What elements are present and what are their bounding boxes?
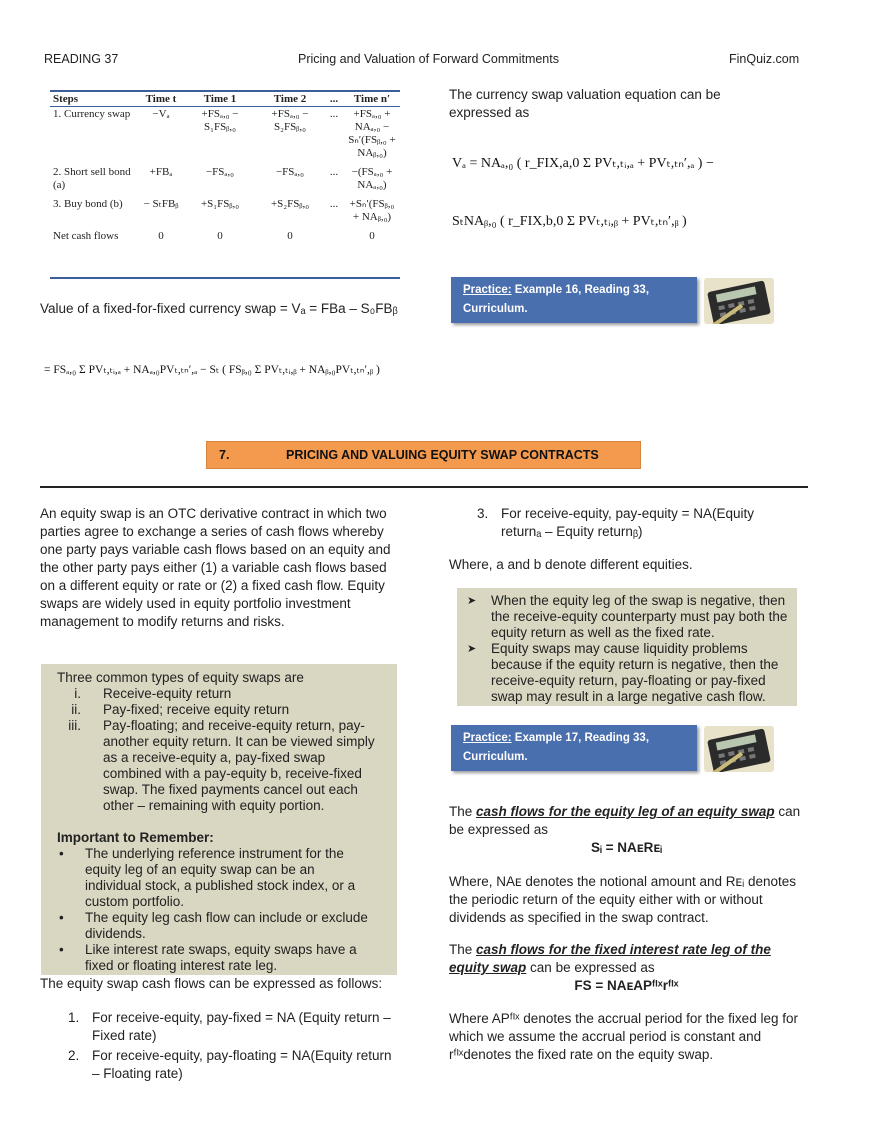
- equity-leg-pre: The: [449, 804, 473, 819]
- equity-leg-formula: Sᵢ = NAᴇRᴇᵢ: [591, 840, 662, 855]
- list-item: [41, 702, 391, 718]
- list-text: Pay-fixed; receive equity return: [103, 702, 290, 717]
- table-cell: 0: [287, 229, 293, 242]
- table-cell: −FSₐ,₀: [205, 165, 235, 178]
- table-cell: +Sₙ′(FSᵦ,₀ + NAᵦ,₀): [349, 197, 395, 223]
- site-name: FinQuiz.com: [729, 52, 800, 66]
- practice-label: Practice:: [463, 732, 512, 744]
- th-time-n: Time n′: [353, 93, 391, 105]
- arrow-bullet-icon: ➤: [467, 595, 477, 607]
- list-text: For receive-equity, pay-equity = NA(Equity returnₐ – Equity returnᵦ): [501, 506, 754, 539]
- list-text: Equity swaps may cause liquidity problems because if the equity return is negative, then the receive-equity return, pay-floating or pay-fixed swap may result in a large negative cash flow.: [491, 641, 779, 704]
- list-number: 3.: [477, 506, 489, 521]
- fixed-leg-formula: FS = NAᴇAPᶠᴵˣrᶠᴵˣ: [574, 978, 679, 993]
- list-number: 1.: [68, 1010, 80, 1025]
- fixed-where-text: Where APᶠᴵˣ denotes the accrual period for the fixed leg for which we assume the accrual period is constant and rᶠᴵˣdenotes the fixed rate on the equity swap.: [449, 1011, 798, 1062]
- practice-text-2: Curriculum.: [463, 303, 528, 315]
- equity-leg-text: [449, 803, 804, 839]
- list-text: Like interest rate swaps, equity swaps have a fixed or floating interest rate leg.: [85, 942, 357, 973]
- practice-text: Example 17, Reading 33,: [514, 732, 650, 744]
- steps-table: [50, 92, 400, 244]
- practice-text-2: Curriculum.: [463, 751, 528, 763]
- practice-box-2: [451, 725, 697, 771]
- table-cell: 0: [158, 229, 164, 242]
- table-cell: Net cash flows: [53, 229, 119, 242]
- table-cell: +FSₐ,₀ + NAₐ,₀ − Sₙ′(FSᵦ,₀ + NAᵦ,₀): [348, 108, 396, 159]
- where-ab-text: Where, a and b denote different equities.: [449, 557, 693, 572]
- practice-text: Example 16, Reading 33,: [514, 284, 650, 296]
- calculator-icon: [704, 726, 774, 772]
- calculator-icon: [704, 278, 774, 324]
- bullet-icon: •: [59, 846, 64, 861]
- table-cell: 0: [369, 229, 375, 242]
- equity-leg-post: can be expressed as: [449, 804, 801, 837]
- table-cell: +FSₐ,₀ − S₁FSᵦ,₀: [201, 108, 239, 133]
- section-banner: [206, 441, 641, 469]
- th-steps: Steps: [53, 93, 79, 105]
- list-text: When the equity leg of the swap is negative, then the receive-equity counterparty must pay both the equity return as well as the fixed rate.: [491, 593, 788, 640]
- equity-where-text: Where, NAᴇ denotes the notional amount and Rᴇᵢ denotes the periodic return of the equity either with or without dividends as specified in the swap contract.: [449, 874, 797, 925]
- list-item: [40, 1009, 400, 1045]
- reading-label: READING 37: [44, 52, 119, 66]
- list-text: For receive-equity, pay-floating = NA(Equity return – Floating rate): [92, 1048, 392, 1081]
- list-item: [40, 1047, 400, 1083]
- currency-equation-line1: Vₐ = NAₐ,₀ ( r_FIX,a,0 Σ PVₜ,ₜᵢ,ₐ + PVₜ,ₜₙ′,ₐ ) −: [452, 156, 714, 171]
- table-cell: +FBₐ: [149, 165, 173, 178]
- practice-box-1: [451, 277, 697, 323]
- table-cell: −Vₐ: [152, 108, 170, 120]
- table-row: [50, 165, 400, 197]
- table-row: [50, 107, 400, 165]
- currency-equation-line2: SₜNAᵦ,₀ ( r_FIX,b,0 Σ PVₜ,ₜᵢ,ᵦ + PVₜ,ₜₙ′,ᵦ ): [452, 214, 687, 229]
- list-number: 2.: [68, 1048, 80, 1063]
- th-dots: ...: [329, 93, 339, 105]
- types-intro: Three common types of equity swaps are: [57, 670, 304, 685]
- value-equation: = FSₐ,₀ Σ PVₜ,ₜᵢ,ₐ + NAₐ,₀PVₜ,ₜₙ′,ₐ − Sₜ ( FSᵦ,₀ Σ PVₜ,ₜᵢ,ᵦ + NAᵦ,₀PVₜ,ₜₙ′,ᵦ ): [44, 364, 380, 376]
- list-item: [457, 641, 791, 705]
- list-item: [41, 846, 371, 910]
- table-cell: −(FSₐ,₀ + NAₐ,₀): [351, 165, 393, 191]
- bullet-icon: •: [59, 942, 64, 957]
- th-time-1: Time 1: [203, 93, 237, 105]
- currency-text: The currency swap valuation equation can be expressed as: [449, 87, 721, 120]
- important-heading: Important to Remember:: [57, 830, 214, 845]
- steps-table-container: [50, 90, 400, 279]
- list-item: [457, 593, 791, 641]
- list-number: ii.: [71, 702, 81, 717]
- table-cell: 1. Currency swap: [53, 108, 131, 120]
- list-item: [449, 505, 779, 541]
- table-cell: [324, 229, 344, 244]
- table-cell: +S₁FSᵦ,₀: [200, 197, 240, 210]
- fixed-leg-pre: The: [449, 942, 473, 957]
- table-cell: +FSₐ,₀ − S₂FSᵦ,₀: [271, 108, 309, 133]
- list-number: i.: [74, 686, 81, 701]
- value-text: Value of a fixed-for-fixed currency swap = Vₐ = FBa – S₀FBᵦ: [40, 301, 398, 316]
- equity-leg-bold: cash flows for the equity leg of an equity swap: [476, 804, 775, 819]
- list-item: [41, 686, 391, 702]
- list-item: [41, 718, 391, 814]
- cashflows-intro: The equity swap cash flows can be expressed as follows:: [40, 976, 383, 991]
- section-divider: [40, 486, 808, 488]
- th-time-2: Time 2: [273, 93, 307, 105]
- list-text: Receive-equity return: [103, 686, 232, 701]
- fixed-leg-bold: cash flows for the fixed interest rate leg of the equity swap: [449, 942, 771, 975]
- list-text: The underlying reference instrument for the equity leg of an equity swap can be an individual stock, a published stock index, or a custom portfolio.: [85, 846, 356, 909]
- list-number: iii.: [68, 718, 81, 733]
- table-cell: ...: [329, 165, 339, 178]
- table-cell: ...: [329, 197, 339, 210]
- section-number: 7.: [219, 448, 230, 462]
- intro-paragraph: An equity swap is an OTC derivative contract in which two parties agree to exchange a series of cash flows whereby one party pays variable cash flows based on an equity and the other party pays either (1) a variable cash flows based on a different equity or rate or (2) a fixed cash flow. Equity swaps are widely used in equity portfolio investment management to modify returns and risks.: [40, 506, 391, 629]
- types-box: [41, 664, 397, 975]
- table-cell: − SₜFBᵦ: [143, 197, 179, 210]
- practice-label: Practice:: [463, 284, 512, 296]
- fixed-leg-text: [449, 941, 804, 977]
- list-item: [41, 910, 371, 942]
- list-item: [41, 942, 371, 974]
- page-title: Pricing and Valuation of Forward Commitments: [298, 52, 559, 66]
- list-text: For receive-equity, pay-fixed = NA (Equity return – Fixed rate): [92, 1010, 391, 1043]
- table-cell: −FSₐ,₀: [275, 165, 305, 178]
- table-cell: ...: [329, 108, 339, 120]
- notes-box: [457, 588, 797, 706]
- table-row: [50, 197, 400, 229]
- list-text: The equity leg cash flow can include or exclude dividends.: [85, 910, 368, 941]
- table-cell: 0: [217, 229, 223, 242]
- table-cell: +S₂FSᵦ,₀: [270, 197, 310, 210]
- section-title: PRICING AND VALUING EQUITY SWAP CONTRACTS: [286, 448, 599, 462]
- fixed-leg-post: can be expressed as: [530, 960, 655, 975]
- th-time-t: Time t: [145, 93, 177, 105]
- table-row: [50, 229, 400, 244]
- table-cell: 3. Buy bond (b): [53, 197, 123, 210]
- table-cell: 2. Short sell bond (a): [53, 165, 131, 191]
- bullet-icon: •: [59, 910, 64, 925]
- list-text: Pay-floating; and receive-equity return, pay-another equity return. It can be viewed simply as a receive-equity a, pay-fixed swap combined with a pay-equity b, receive-fixed swap. The fixed payments cancel out each other – remaining with equity portion.: [103, 718, 375, 813]
- arrow-bullet-icon: ➤: [467, 643, 477, 655]
